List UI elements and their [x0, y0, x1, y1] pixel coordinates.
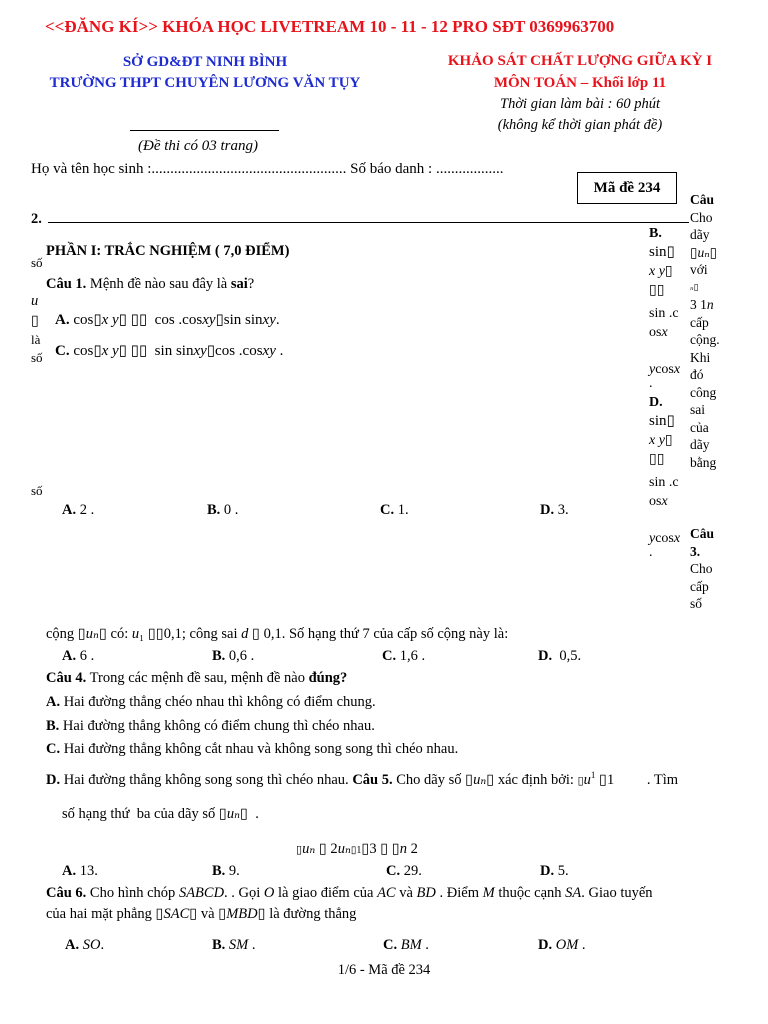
question-5-option-d: D. 5.: [540, 863, 569, 879]
question-6-option-c: C. BM .: [383, 937, 429, 953]
question-1: Câu 1. Mệnh đề nào sau đây là sai?: [46, 276, 255, 292]
question-5-option-c: C. 29.: [386, 863, 422, 879]
question-6-line-2: của hai mặt phẳng ▯SAC▯ và ▯MBD▯ là đường thẳng: [46, 906, 357, 922]
question-2-line: [48, 222, 689, 223]
question-2-number: 2.: [31, 211, 42, 227]
question-1-option-c: C. cos▯x y▯ ▯▯ sin sinxy▯cos .cosxy .: [55, 343, 284, 359]
stray-la: là: [31, 332, 41, 347]
exam-code-box: [577, 172, 677, 204]
stray-u: u: [31, 293, 39, 309]
exam-duration-note: (không kể thời gian phát đề): [497, 117, 663, 133]
question-2-option-d: D. 3.: [540, 502, 569, 518]
page-footer: 1/6 - Mã đề 234: [337, 962, 431, 978]
page-count-note: (Đề thi có 03 trang): [138, 138, 258, 154]
stray-so-3: số: [31, 483, 43, 498]
question-6-line-1: Câu 6. Cho hình chóp SABCD. . Gọi O là giao điểm của AC và BD . Điểm M thuộc cạnh SA. Giao tuyến: [46, 885, 653, 901]
question-4-option-d-and-q5: D. Hai đường thẳng không song song thì chéo nhau. Câu 5. Cho dãy số ▯uₙ▯ xác định bởi: $▯u^1$ ▯1 . Tìm: [46, 770, 679, 788]
question-4-option-c: C. Hai đường thẳng không cắt nhau và không song song thì chéo nhau.: [46, 741, 459, 757]
stray-so-2: số: [31, 350, 43, 365]
stray-so-1: số: [31, 255, 43, 270]
question-6-option-b: B. SM .: [212, 937, 256, 953]
question-3-option-d: D. 0,5.: [538, 648, 582, 664]
exam-duration: Thời gian làm bài : 60 phút: [500, 96, 660, 112]
question-3-side-text: Câu 3. Cho cấp số: [690, 526, 715, 611]
exam-subject: MÔN TOÁN – Khối lớp 11: [493, 75, 667, 91]
question-2-side-text: Câu Cho dãy ▯uₙ▯ với ₙ▯ 3 1n cấp cộng. Khi đó công sai của dãy bằng: [690, 192, 720, 470]
question-5-option-b: B. 9.: [212, 863, 240, 879]
question-6-option-a: A. SO.: [65, 937, 105, 953]
question-5-recurrence: ▯uₙ ▯ 2uₙ▯1▯3 ▯ ▯n 2: [296, 841, 418, 857]
header-divider: [130, 130, 279, 131]
question-3-option-c: C. 1,6 .: [382, 648, 426, 664]
question-1-option-a: A. cos▯x y▯ ▯▯ cos .cosxy▯sin sinxy.: [55, 312, 280, 328]
question-4-option-b: B. Hai đường thẳng không có điểm chung thì chéo nhau.: [46, 718, 375, 734]
part-1-heading: PHẦN I: TRẮC NGHIỆM ( 7,0 ĐIỂM): [46, 243, 290, 259]
question-3-text: cộng ▯uₙ▯ có: u₁ ▯▯0,1; công sai d ▯ 0,1. Số hạng thứ 7 của cấp số cộng này là:: [46, 626, 509, 642]
school-name: TRƯỜNG THPT CHUYÊN LƯƠNG VĂN TỤY: [49, 75, 361, 91]
department-name: SỞ GD&ĐT NINH BÌNH: [122, 54, 288, 70]
promo-banner: <<ĐĂNG KÍ>> KHÓA HỌC LIVETREAM 10 - 11 - 12 PRO SĐT 0369963700: [45, 17, 615, 36]
question-5-option-a: A. 13.: [62, 863, 98, 879]
student-info-line: Họ và tên học sinh :.................................................... Số báo danh : ..................: [31, 161, 504, 177]
question-2-option-a: A. 2 .: [62, 502, 95, 518]
question-2-option-b: B. 0 .: [207, 502, 239, 518]
question-6-option-d: D. OM .: [538, 937, 586, 953]
exam-code: Mã đề 234: [593, 180, 661, 196]
question-5-line-2: số hạng thứ ba của dãy số ▯uₙ▯ .: [62, 806, 259, 822]
question-3-option-a: A. 6 .: [62, 648, 95, 664]
stray-box: ▯: [31, 313, 39, 329]
question-4: Câu 4. Trong các mệnh đề sau, mệnh đề nào đúng?: [46, 670, 348, 686]
question-2-option-c: C. 1.: [380, 502, 409, 518]
question-3-option-b: B. 0,6 .: [212, 648, 255, 664]
question-4-option-a: A. Hai đường thẳng chéo nhau thì không có điểm chung.: [46, 694, 376, 710]
exam-title: KHẢO SÁT CHẤT LƯỢNG GIỮA KỲ I: [447, 53, 713, 69]
question-1-side-options: B. sin▯ x y▯ ▯▯ sin .c osx ycosx . D. sin▯ x y▯ ▯▯ sin .c osx ycosx .: [649, 226, 681, 560]
